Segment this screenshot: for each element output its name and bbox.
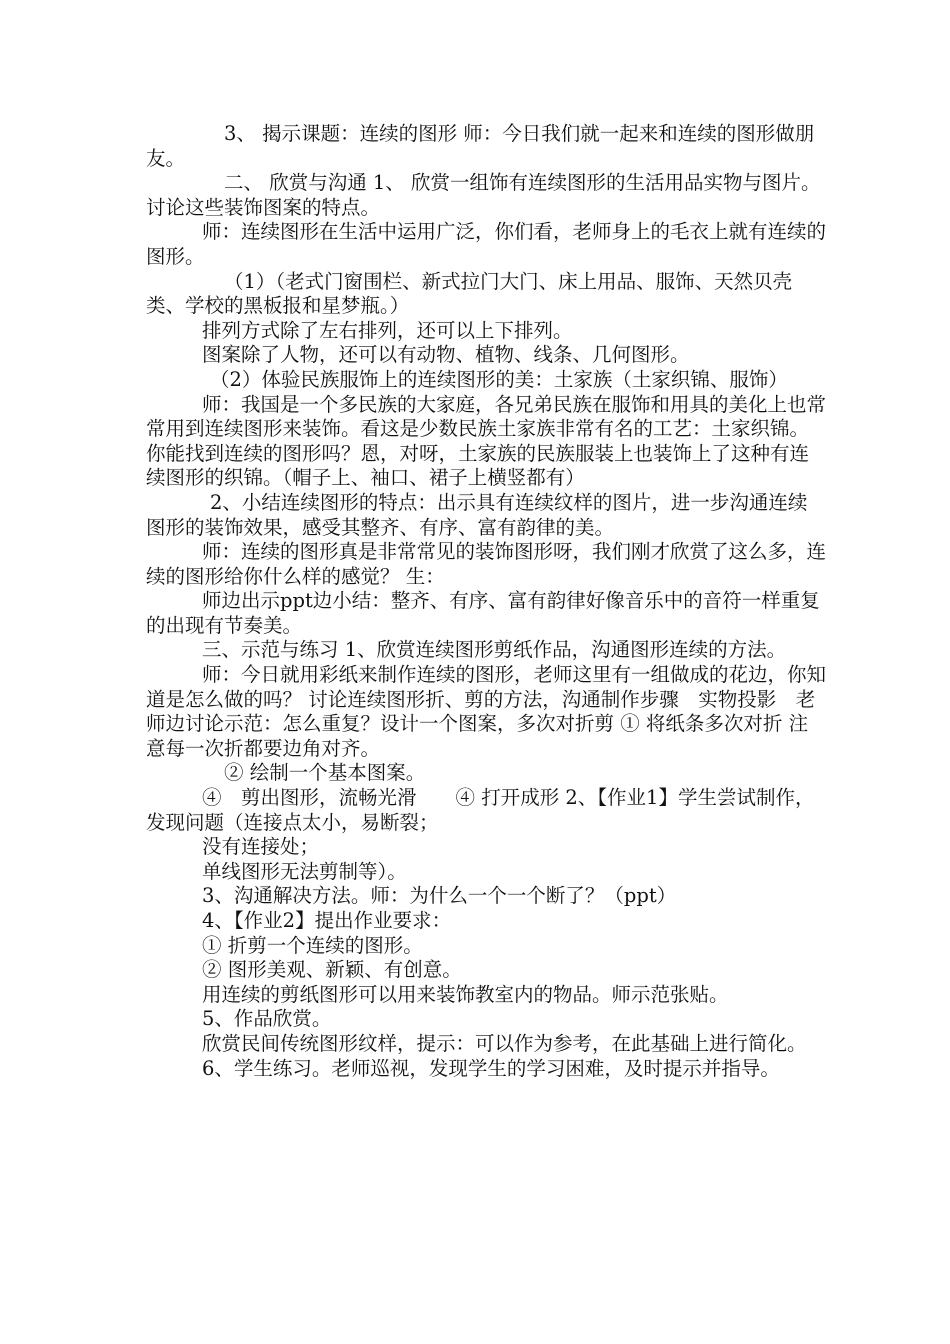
paragraph-summary-features: 2、小结连续图形的特点：出示具有连续纹样的图片，进一步沟通连续图形的装饰效果，感受其整齐、有序、富有韵律的美。 bbox=[146, 490, 808, 539]
paragraph-decorate-classroom: 用连续的剪纸图形可以用来装饰教室内的物品。师示范张贴。 bbox=[202, 982, 729, 1006]
paragraph-feeling-question: 师：连续的图形真是非常常见的装饰图形呀，我们刚才欣赏了这么多，连续的图形给你什么样的感觉？ 生： bbox=[146, 540, 827, 588]
paragraph-single-line: 单线图形无法剪制等）。 bbox=[202, 859, 407, 883]
paragraph-section-three: 三、示范与练习 1、欣赏连续图形剪纸作品，沟通图形连续的方法。 bbox=[202, 638, 787, 662]
paragraph-draw-pattern: ② 绘制一个基本图案。 bbox=[224, 761, 426, 785]
paragraph-teacher-sweater: 师：连续图形在生活中运用广泛，你们看，老师身上的毛衣上就有连续的图形。 bbox=[146, 220, 827, 268]
paragraph-student-practice: 6、学生练习。老师巡视，发现学生的学习困难，及时提示并指导。 bbox=[202, 1056, 780, 1080]
paragraph-section-two: 二、 欣赏与沟通 1、 欣赏一组饰有连续图形的生活用品实物与图片。讨论这些装饰图案的特点。 bbox=[146, 171, 821, 219]
paragraph-ppt-summary: 师边出示ppt边小结：整齐、有序、富有韵律好像音乐中的音符一样重复的出现有节奏美。 bbox=[146, 589, 820, 637]
paragraph-tujia-brocade: 师：我国是一个多民族的大家庭，各兄弟民族在服饰和用具的美化上也常常用到连续图形来装饰。看这是少数民族土家族非常有名的工艺：土家织锦。你能找到连续的图形吗？恩，对呀，土家族的民族服装上也装饰上了这种有连续图形的织锦。（帽子上、袖口、裙子上横竖都有） bbox=[146, 392, 827, 490]
paragraph-requirement-one: ① 折剪一个连续的图形。 bbox=[202, 933, 423, 957]
paragraph-work-appreciation: 5、作品欣赏。 bbox=[202, 1007, 332, 1031]
paragraph-examples-list: （1）（老式门窗围栏、新式拉门大门、床上用品、服饰、天然贝壳类、学校的黑板报和星梦瓶。） bbox=[146, 269, 793, 318]
paragraph-solution: 3、沟通解决方法。师：为什么一个一个断了？（ppt） bbox=[202, 884, 677, 908]
paragraph-no-connection: 没有连接处； bbox=[202, 835, 320, 859]
paragraph-topic: 3、 揭示课题：连续的图形 师：今日我们就一起来和连续的图形做朋友。 bbox=[146, 122, 815, 170]
paragraph-folk-patterns: 欣赏民间传统图形纹样，提示：可以作为参考，在此基础上进行简化。 bbox=[202, 1031, 807, 1055]
document-body bbox=[146, 122, 826, 1081]
paragraph-arrangement: 排列方式除了左右排列，还可以上下排列。 bbox=[202, 318, 573, 342]
paragraph-pattern-types: 图案除了人物，还可以有动物、植物、线条、几何图形。 bbox=[202, 343, 690, 367]
paragraph-cut-open: ④ 剪出图形，流畅光滑 ④ 打开成形 2、【作业1】学生尝试制作，发现问题（连接点太小，易断裂； bbox=[146, 786, 815, 834]
paragraph-paper-cutting-steps: 师：今日就用彩纸来制作连续的图形，老师这里有一组做成的花边，你知道是怎么做的吗？ 讨论连续图形折、剪的方法，沟通制作步骤 实物投影 老师边讨论示范：怎么重复？设计一个图案，多次对折剪 ① 将纸条多次对折 注意每一次折都要边角对齐。 bbox=[146, 663, 827, 760]
paragraph-assignment-two: 4、【作业2】提出作业要求： bbox=[202, 909, 452, 932]
paragraph-requirement-two: ② 图形美观、新颖、有创意。 bbox=[202, 958, 462, 982]
paragraph-ethnic-costume: （2）体验民族服饰上的连续图形的美：土家族（土家织锦、服饰） bbox=[210, 367, 788, 391]
